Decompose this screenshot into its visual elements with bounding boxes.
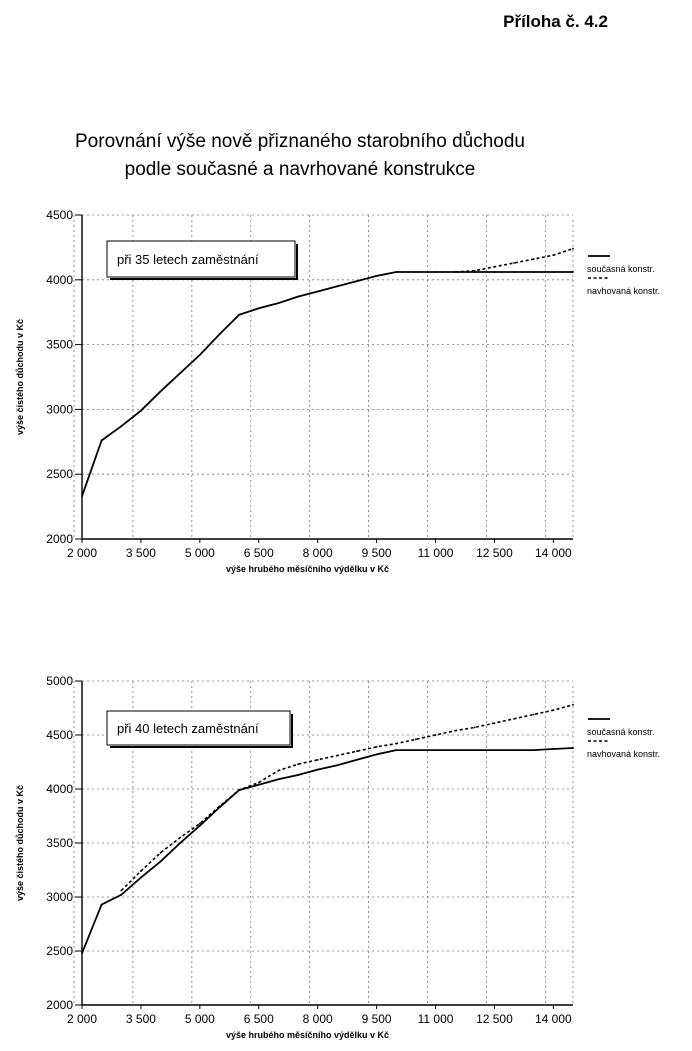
- data-point-current: [336, 285, 338, 287]
- data-point-proposed: [376, 746, 378, 748]
- data-point-proposed: [238, 789, 240, 791]
- data-point-current: [533, 271, 535, 273]
- data-point-current: [160, 390, 162, 392]
- chart-35-years: [0, 205, 692, 590]
- data-point-proposed: [317, 759, 319, 761]
- data-point-proposed: [336, 755, 338, 757]
- data-point-proposed: [140, 870, 142, 872]
- data-point-proposed: [494, 722, 496, 724]
- x-tick-label: 11 000: [417, 546, 454, 560]
- data-point-current: [317, 769, 319, 771]
- data-point-proposed: [199, 823, 201, 825]
- x-tick-label: 3 500: [125, 546, 156, 560]
- x-tick-label: 3 500: [125, 1012, 156, 1026]
- legend-label-proposed: navhovaná konstr.: [587, 286, 661, 296]
- data-point-current: [179, 372, 181, 374]
- data-point-current: [474, 749, 476, 751]
- y-tick-label: 4000: [46, 272, 73, 287]
- title-line-2: podle současné a navrhované konstrukce: [124, 159, 476, 180]
- data-point-current: [120, 425, 122, 427]
- data-point-proposed: [219, 805, 221, 807]
- data-point-current: [395, 271, 397, 273]
- data-point-current: [572, 747, 574, 749]
- page-title: [0, 128, 600, 184]
- data-point-proposed: [474, 727, 476, 729]
- annex-label: Příloha č. 4.2: [503, 12, 608, 31]
- data-point-current: [140, 877, 142, 879]
- legend-label-proposed: navhovaná konstr.: [587, 749, 661, 759]
- data-point-current: [513, 749, 515, 751]
- y-tick-label: 2000: [46, 998, 73, 1012]
- y-tick-label: 2000: [46, 532, 73, 546]
- data-point-current: [179, 842, 181, 844]
- data-point-current: [101, 904, 103, 906]
- x-tick-label: 11 000: [417, 1012, 454, 1026]
- x-tick-label: 8 000: [302, 546, 333, 560]
- data-point-current: [356, 759, 358, 761]
- x-tick-label: 12 500: [476, 546, 513, 560]
- data-point-proposed: [297, 763, 299, 765]
- data-point-current: [160, 860, 162, 862]
- y-axis-label: výše čistého důchodu v Kč: [15, 784, 25, 902]
- y-tick-label: 3000: [46, 890, 73, 904]
- data-point-current: [513, 271, 515, 273]
- data-point-current: [376, 754, 378, 756]
- data-point-current: [415, 749, 417, 751]
- data-point-current: [297, 296, 299, 298]
- data-point-proposed: [454, 730, 456, 732]
- y-tick-label: 2500: [46, 944, 73, 958]
- data-point-proposed: [415, 738, 417, 740]
- data-point-current: [317, 291, 319, 293]
- data-point-current: [552, 271, 554, 273]
- data-point-proposed: [356, 750, 358, 752]
- legend-label-current: současná konstr.: [587, 264, 655, 274]
- data-point-proposed: [552, 254, 554, 256]
- title-line-1: Porovnání výše nově přiznaného starobního důchodu: [75, 131, 525, 152]
- data-point-proposed: [179, 837, 181, 839]
- data-point-proposed: [160, 852, 162, 854]
- y-tick-label: 3500: [46, 337, 73, 352]
- y-tick-label: 3000: [46, 402, 73, 417]
- data-point-current: [120, 894, 122, 896]
- data-point-proposed: [435, 734, 437, 736]
- data-point-current: [336, 764, 338, 766]
- data-point-proposed: [258, 782, 260, 784]
- data-point-proposed: [533, 258, 535, 260]
- x-axis-label: výše hrubého měsíčního výdělku v Kč: [225, 1030, 390, 1040]
- x-tick-label: 6 500: [243, 546, 274, 560]
- data-point-proposed: [513, 262, 515, 264]
- y-tick-label: 3500: [46, 836, 73, 850]
- data-point-current: [297, 774, 299, 776]
- data-point-current: [101, 440, 103, 442]
- data-point-current: [258, 784, 260, 786]
- data-point-current: [435, 749, 437, 751]
- x-tick-label: 14 000: [535, 1012, 572, 1026]
- data-point-current: [435, 271, 437, 273]
- data-point-proposed: [572, 704, 574, 706]
- annotation-text: při 40 letech zaměstnání: [117, 721, 259, 736]
- x-tick-label: 5 000: [184, 546, 215, 560]
- x-tick-label: 6 500: [243, 1012, 274, 1026]
- y-tick-label: 2500: [46, 467, 73, 482]
- x-tick-label: 8 000: [302, 1012, 333, 1026]
- y-tick-label: 5000: [46, 674, 73, 688]
- x-tick-label: 2 000: [66, 546, 98, 560]
- series-line-current: [82, 272, 573, 496]
- y-axis-label: výše čistého důchodu v Kč: [15, 318, 25, 436]
- data-point-current: [395, 749, 397, 751]
- data-point-proposed: [494, 266, 496, 268]
- data-point-current: [494, 749, 496, 751]
- data-point-proposed: [278, 770, 280, 772]
- x-tick-label: 5 000: [184, 1012, 215, 1026]
- series-line-proposed: [455, 249, 573, 272]
- data-point-current: [238, 314, 240, 316]
- data-point-current: [81, 495, 83, 497]
- data-point-current: [356, 280, 358, 282]
- legend-label-current: současná konstr.: [587, 727, 655, 737]
- data-point-proposed: [454, 271, 456, 273]
- data-point-current: [258, 307, 260, 309]
- data-point-proposed: [552, 709, 554, 711]
- chart-40-years: [0, 670, 692, 1050]
- data-point-proposed: [572, 248, 574, 250]
- x-tick-label: 12 500: [476, 1012, 513, 1026]
- annotation-text: při 35 letech zaměstnání: [117, 252, 259, 267]
- data-point-current: [454, 749, 456, 751]
- data-point-current: [533, 749, 535, 751]
- data-point-current: [415, 271, 417, 273]
- data-point-current: [494, 271, 496, 273]
- y-tick-label: 4500: [46, 728, 73, 742]
- x-tick-label: 9 500: [361, 1012, 392, 1026]
- data-point-proposed: [395, 743, 397, 745]
- data-point-proposed: [533, 714, 535, 716]
- y-tick-label: 4000: [46, 782, 73, 796]
- data-point-proposed: [120, 890, 122, 892]
- x-tick-label: 9 500: [361, 546, 392, 560]
- x-tick-label: 2 000: [66, 1012, 98, 1026]
- x-tick-label: 14 000: [535, 546, 572, 560]
- data-point-current: [81, 952, 83, 954]
- data-point-current: [278, 302, 280, 304]
- data-point-current: [219, 333, 221, 335]
- data-point-current: [572, 271, 574, 273]
- data-point-proposed: [513, 718, 515, 720]
- data-point-proposed: [474, 270, 476, 272]
- data-point-current: [140, 410, 142, 412]
- data-point-current: [199, 354, 201, 356]
- x-axis-label: výše hrubého měsíčního výdělku v Kč: [225, 564, 390, 574]
- data-point-current: [199, 825, 201, 827]
- y-tick-label: 4500: [46, 208, 73, 222]
- data-point-current: [552, 748, 554, 750]
- data-point-current: [278, 778, 280, 780]
- series-line-current: [82, 748, 573, 953]
- data-point-current: [376, 275, 378, 277]
